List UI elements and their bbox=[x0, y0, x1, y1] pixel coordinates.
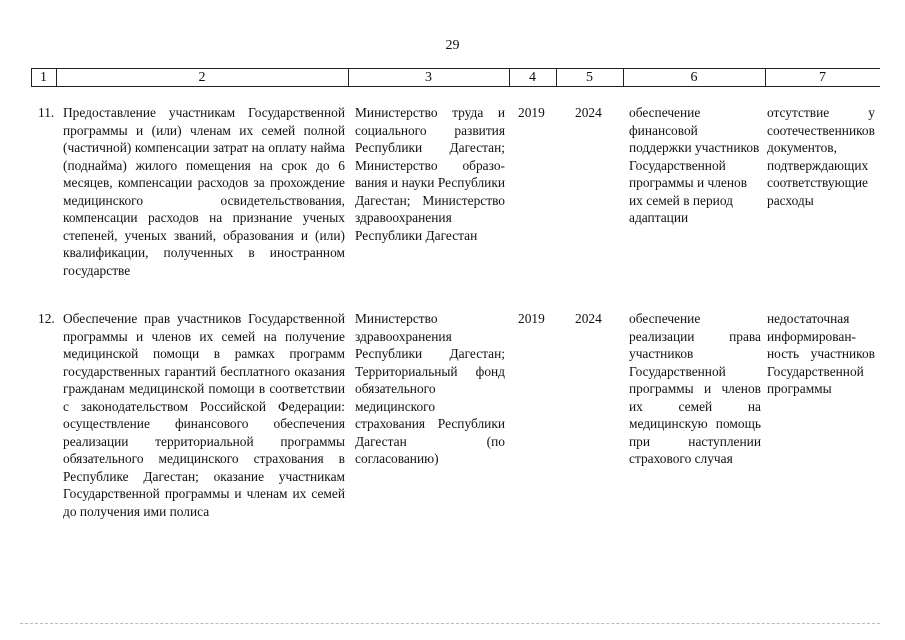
row-number: 11. bbox=[38, 105, 55, 120]
result-text: обеспечение финансовой поддержки участников Государственной программы и членов их семей в период адаптации bbox=[629, 105, 760, 225]
row-number: 12. bbox=[38, 311, 55, 326]
risk-text: недостаточная информированность участников Государственной программы bbox=[767, 311, 875, 396]
header-col-7: 7 bbox=[819, 70, 826, 85]
page-number: 29 bbox=[445, 38, 460, 53]
result-text: обеспечение реализации права участников Государственной программы и членов их семей на медицинскую помощь при наступлении страхового случая bbox=[629, 311, 761, 466]
end-year: 2024 bbox=[575, 311, 602, 326]
risk-text: отсутствие у соотечественников документов, подтверждающих соответствующие расходы bbox=[767, 105, 875, 208]
measure-text: Предоставление участникам Государственной программы и (или) членам их семей полной (частичной) компенсации затрат на оплату найма (поднайма) жилого помещения на срок до 6 месяцев, компенсации расходов за прохождение медицинского освидетельствования, компенсации расходов на признание ученых степеней, ученых званий, образования и (или) квалификации, полученных в иностранном государстве bbox=[63, 105, 345, 278]
start-year: 2019 bbox=[518, 311, 545, 326]
header-col-1: 1 bbox=[40, 70, 47, 85]
header-col-3: 3 bbox=[425, 70, 432, 85]
scan-edge-divider bbox=[20, 623, 880, 624]
executor-text: Министерство труда и социального развития Республики Дагестан; Министерство образования и науки Республики Дагестан; Министерство здравоохранения Республики Дагестан bbox=[355, 105, 505, 243]
end-year: 2024 bbox=[575, 105, 602, 120]
header-col-2: 2 bbox=[198, 70, 206, 85]
header-col-6: 6 bbox=[690, 70, 698, 85]
header-col-4: 4 bbox=[529, 70, 536, 85]
start-year: 2019 bbox=[518, 105, 545, 120]
header-col-5: 5 bbox=[586, 70, 593, 85]
executor-text: Министерство здравоохранения Республики Дагестан; Территориальный фонд обязательного медицинского страхования Республики Дагестан (по согласованию) bbox=[355, 311, 505, 466]
measure-text: Обеспечение прав участников Государственной программы и членов их семей на получение медицинской помощи в рамках программ государственных гарантий бесплатного оказания гражданам медицинской помощи в соответствии с законодательством Российской Федерации: осуществление финансового обеспечения реализации территориальной программы обязательного медицинского страхования в Республике Дагестан; оказание участникам Государственной программы и членам их семей до получения ими полиса bbox=[63, 311, 345, 519]
